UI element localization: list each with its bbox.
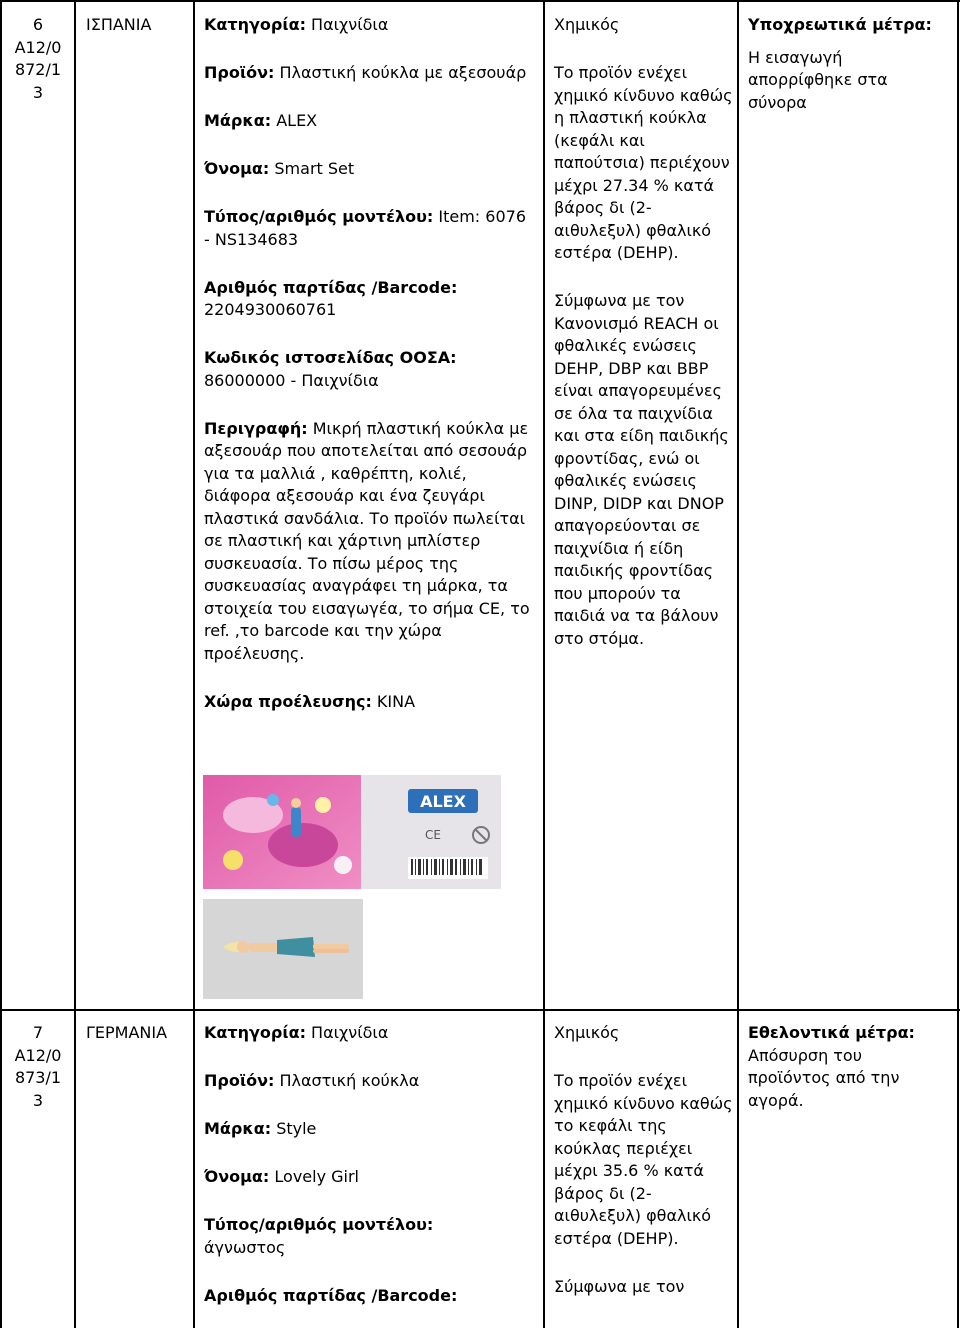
product-oecd-code	[204, 347, 534, 392]
risk-description: Το προϊόν ενέχει χημικό κίνδυνο καθώς το κεφάλι της κούκλας περιέχει μέχρι 35.6 % κατά βάρος δι (2-αιθυλεξυλ) φθαλικό εστέρα (DEHP).	[554, 1071, 733, 1248]
country-cell	[86, 1022, 191, 1045]
field-label: Κωδικός ιστοσελίδας ΟΟΣΑ:	[204, 348, 457, 367]
field-value: Παιχνίδια	[305, 1023, 389, 1042]
field-value: Πλαστική κούκλα με αξεσουάρ	[274, 63, 527, 82]
measures-text: Η εισαγωγή απορρίφθηκε στα σύνορα	[748, 47, 888, 112]
product-photo-doll	[203, 899, 363, 999]
barcode-graphic	[408, 857, 488, 879]
package-ce-text: CE	[425, 828, 441, 842]
field-value: Style	[271, 1119, 317, 1138]
product-description	[204, 418, 534, 666]
table-left-border	[0, 0, 2, 1328]
product-photo-package	[203, 775, 501, 889]
risk-regulation: Σύμφωνα με τον	[554, 1276, 685, 1296]
country-name: ΓΕΡΜΑΝΙΑ	[86, 1023, 168, 1042]
product-brand	[204, 110, 534, 133]
field-value: Μικρή πλαστική κούκλα με αξεσουάρ που αποτελείται από σεσουάρ για τα μαλλιά , καθρέπτη, κολιέ, διάφορα αξεσουάρ και ένα ζευγάρι πλαστικά σανδάλια. Το προϊόν πωλείται σε πλαστική και χάρτινη μπλίστερ συσκευασία. Το πίσω μέρος της συσκευασίας αναγράφει τη μάρκα, τα στοιχεία του εισαγωγέα, το σήμα CE, το ref. ,το barcode και την χώρα προέλευσης.	[204, 418, 530, 663]
table-right-border	[957, 0, 959, 1328]
field-label: Μάρκα:	[204, 1119, 272, 1138]
notification-code-line: 872/1	[14, 60, 62, 79]
risk-type: Χημικός	[554, 15, 620, 34]
field-value: Πλαστική κούκλα	[274, 1071, 420, 1090]
notification-code-line: A12/0	[14, 1045, 62, 1065]
field-label: Κατηγορία:	[204, 1023, 306, 1042]
measures-text: Απόσυρση του προϊόντος από την αγορά.	[748, 1045, 900, 1110]
notification-code-line: 3	[32, 82, 44, 102]
field-value: 2204930060761	[204, 300, 337, 319]
product-category	[204, 14, 534, 37]
field-value: ΚΙΝΑ	[371, 691, 416, 711]
field-label: Αριθμός παρτίδας /Barcode:	[204, 277, 458, 297]
notification-code-line: 3	[32, 1090, 44, 1110]
product-model	[204, 206, 534, 251]
product-name	[204, 158, 534, 181]
measures-cell	[748, 14, 948, 114]
field-label: Όνομα:	[204, 1167, 270, 1186]
product-category	[204, 1022, 534, 1045]
column-divider	[543, 0, 545, 1328]
field-label: Όνομα:	[204, 159, 270, 178]
notification-number: 6	[32, 15, 44, 34]
risk-description: Το προϊόν ενέχει χημικό κίνδυνο καθώς η πλαστική κούκλα (κεφάλι και παπούτσια) περιέχουν μέχρι 27.34 % κατά βάρος δι (2-αιθυλεξυλ) φθαλικό εστέρα (DEHP).	[554, 63, 733, 262]
product-origin	[204, 691, 534, 714]
risk-regulation: Σύμφωνα με τον Κανονισμό REACH οι φθαλικές ενώσεις DEHP, DBP και BBP είναι απαγορευμένες σε όλα τα παιχνίδια και στα είδη παιδικής φροντίδας, ενώ οι φθαλικές ενώσεις DINP, DIDP και DNOP απαγορεύονται σε παιχνίδια ή είδη παιδικής φροντίδας που μπορούν τα παιδιά να τα βάλουν στο στόμα.	[554, 291, 729, 648]
field-value: Παιχνίδια	[305, 15, 389, 34]
notification-code-line: 873/1	[14, 1068, 62, 1087]
country-name: ΙΣΠΑΝΙΑ	[86, 15, 152, 34]
product-name	[204, 1166, 534, 1189]
field-value: άγνωστος	[204, 1237, 286, 1257]
field-label: Προϊόν:	[204, 63, 275, 82]
notification-number-cell	[2, 1022, 74, 1112]
risk-cell	[554, 14, 734, 650]
doll-photo-image	[203, 899, 363, 999]
product-barcode	[204, 277, 534, 322]
field-label: Τύπος/αριθμός μοντέλου:	[204, 207, 434, 226]
package-photo-image	[203, 775, 501, 889]
field-label: Κατηγορία:	[204, 15, 306, 34]
package-brand-text: ALEX	[420, 792, 466, 811]
table-top-border	[0, 0, 960, 2]
notification-code-line: A12/0	[14, 37, 62, 57]
field-value: Lovely Girl	[269, 1167, 359, 1186]
field-value: Item: 6076 - NS134683	[204, 207, 526, 249]
product-type	[204, 1070, 534, 1093]
column-divider	[74, 0, 76, 1328]
risk-cell	[554, 1022, 734, 1298]
column-divider	[737, 0, 739, 1328]
notification-number-cell	[2, 14, 74, 104]
risk-type: Χημικός	[554, 1023, 620, 1042]
product-brand	[204, 1118, 534, 1141]
field-label: Αριθμός παρτίδας /Barcode:	[204, 1285, 458, 1305]
field-label: Προϊόν:	[204, 1071, 275, 1090]
product-type	[204, 62, 534, 85]
measures-label: Υποχρεωτικά μέτρα:	[748, 15, 932, 34]
row-separator	[0, 1009, 960, 1011]
measures-label: Εθελοντικά μέτρα:	[748, 1023, 915, 1042]
product-details-cell	[204, 14, 534, 713]
measures-cell	[748, 1022, 948, 1112]
field-label: Μάρκα:	[204, 111, 272, 130]
country-cell	[86, 14, 191, 37]
field-value: ALEX	[271, 111, 318, 130]
product-barcode	[204, 1285, 534, 1308]
product-model	[204, 1214, 534, 1259]
product-details-cell	[204, 1022, 534, 1307]
field-label: Τύπος/αριθμός μοντέλου:	[204, 1215, 434, 1234]
field-label: Χώρα προέλευσης:	[204, 691, 372, 711]
field-value: Smart Set	[269, 159, 355, 178]
field-value: 86000000 - Παιχνίδια	[204, 370, 379, 390]
notification-number: 7	[32, 1023, 44, 1042]
column-divider	[193, 0, 195, 1328]
field-label: Περιγραφή:	[204, 418, 308, 438]
